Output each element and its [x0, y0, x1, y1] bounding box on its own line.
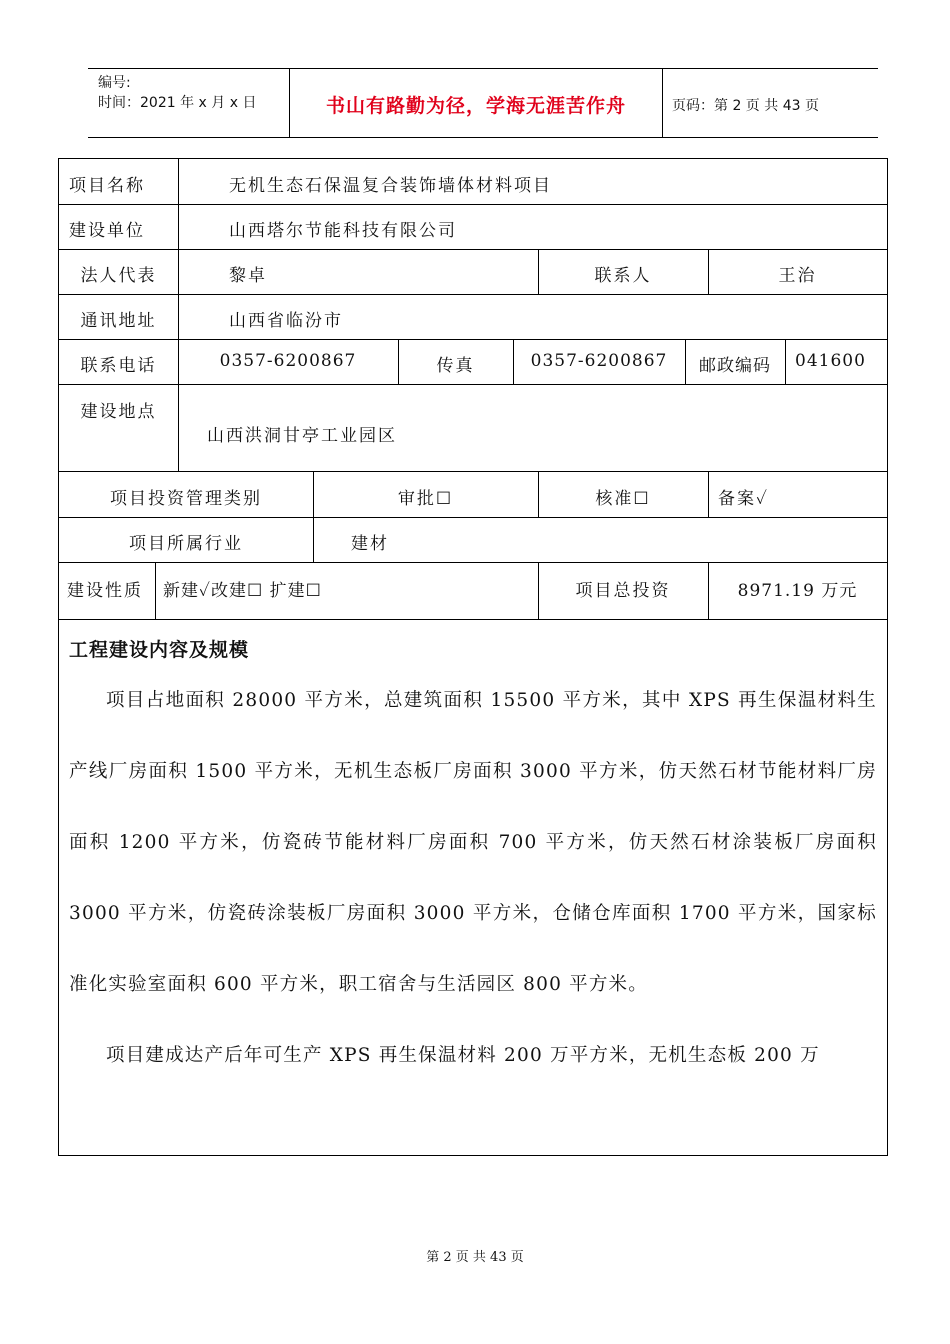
postcode-label: 邮政编码	[699, 356, 771, 376]
page-header	[88, 68, 878, 138]
industry-value: 建材	[351, 534, 389, 554]
builder-label: 建设单位	[69, 221, 145, 241]
row-divider	[59, 339, 887, 340]
page-footer: 第 2 页 共 43 页	[426, 1250, 524, 1265]
verification-option: 核准☐	[595, 489, 651, 509]
doc-number-label: 编号:	[98, 75, 131, 91]
legal-rep-value: 黎卓	[229, 266, 267, 286]
approval-option: 审批☐	[397, 489, 454, 509]
header-page-number: 页码：第 2 页 共 43 页	[672, 98, 819, 114]
total-invest-value: 8971.19 万元	[737, 581, 858, 601]
row-divider	[59, 619, 887, 620]
filing-option: 备案✓	[718, 489, 769, 509]
nature-label: 建设性质	[67, 581, 143, 601]
project-name-value: 无机生态石保温复合装饰墙体材料项目	[229, 176, 552, 196]
mgmt-type-label: 项目投资管理类别	[110, 489, 262, 509]
total-invest-label: 项目总投资	[575, 581, 671, 601]
nature-value: 新建✓改建☐ 扩建☐	[163, 581, 322, 601]
postcode-value: 041600	[795, 351, 866, 371]
row-divider	[59, 294, 887, 295]
paragraph: 项目建成达产后年可生产 XPS 再生保温材料 200 万平方米，无机生态板 200 万	[106, 1045, 820, 1066]
date-label: 时间：2021 年 x 月 x 日	[98, 95, 257, 111]
fax-value: 0357-6200867	[530, 351, 668, 371]
section-title: 工程建设内容及规模	[69, 639, 250, 661]
address-label: 通讯地址	[80, 311, 157, 331]
contact-label: 联系人	[594, 266, 652, 286]
site-label: 建设地点	[80, 402, 157, 422]
paragraph: 项目占地面积 28000 平方米，总建筑面积 15500 平方米，其中 XPS 再生保温材料生产线厂房面积 1500 平方米，无机生态板厂房面积 3000 平方米，仿天然石材节能材料厂房面积 1200 平方米，仿瓷砖节能材料厂房面积 700 平方米，仿天然石材涂装板厂房面积 3000 平方米，仿瓷砖涂装板厂房面积 3000 平方米，仓储仓库面积 1700 平方米，国家标准化实验室面积 600 平方米，职工宿舍与生活园区 800 平方米。	[69, 690, 877, 995]
row-divider	[59, 562, 887, 563]
col-divider	[155, 562, 156, 619]
col-divider	[708, 471, 709, 517]
contact-value: 王治	[778, 266, 817, 286]
fax-label: 传真	[436, 356, 475, 376]
header-meta	[98, 73, 256, 113]
phone-label: 联系电话	[80, 356, 157, 376]
row-divider	[59, 249, 887, 250]
project-name-label: 项目名称	[69, 176, 145, 196]
project-info-table	[58, 158, 888, 1156]
row-divider	[59, 384, 887, 385]
legal-rep-label: 法人代表	[80, 266, 157, 286]
header-divider	[662, 69, 663, 137]
address-value: 山西省临汾市	[229, 311, 343, 331]
row-divider	[59, 517, 887, 518]
site-value: 山西洪洞甘亭工业园区	[207, 426, 397, 446]
builder-value: 山西塔尔节能科技有限公司	[229, 221, 457, 241]
industry-label: 项目所属行业	[129, 534, 243, 554]
phone-value: 0357-6200867	[219, 351, 357, 371]
row-divider	[59, 471, 887, 472]
col-divider	[785, 339, 786, 384]
header-motto: 书山有路勤为径，学海无涯苦作舟	[325, 95, 626, 117]
section-body	[69, 665, 877, 1091]
row-divider	[59, 204, 887, 205]
col-divider	[178, 159, 179, 471]
